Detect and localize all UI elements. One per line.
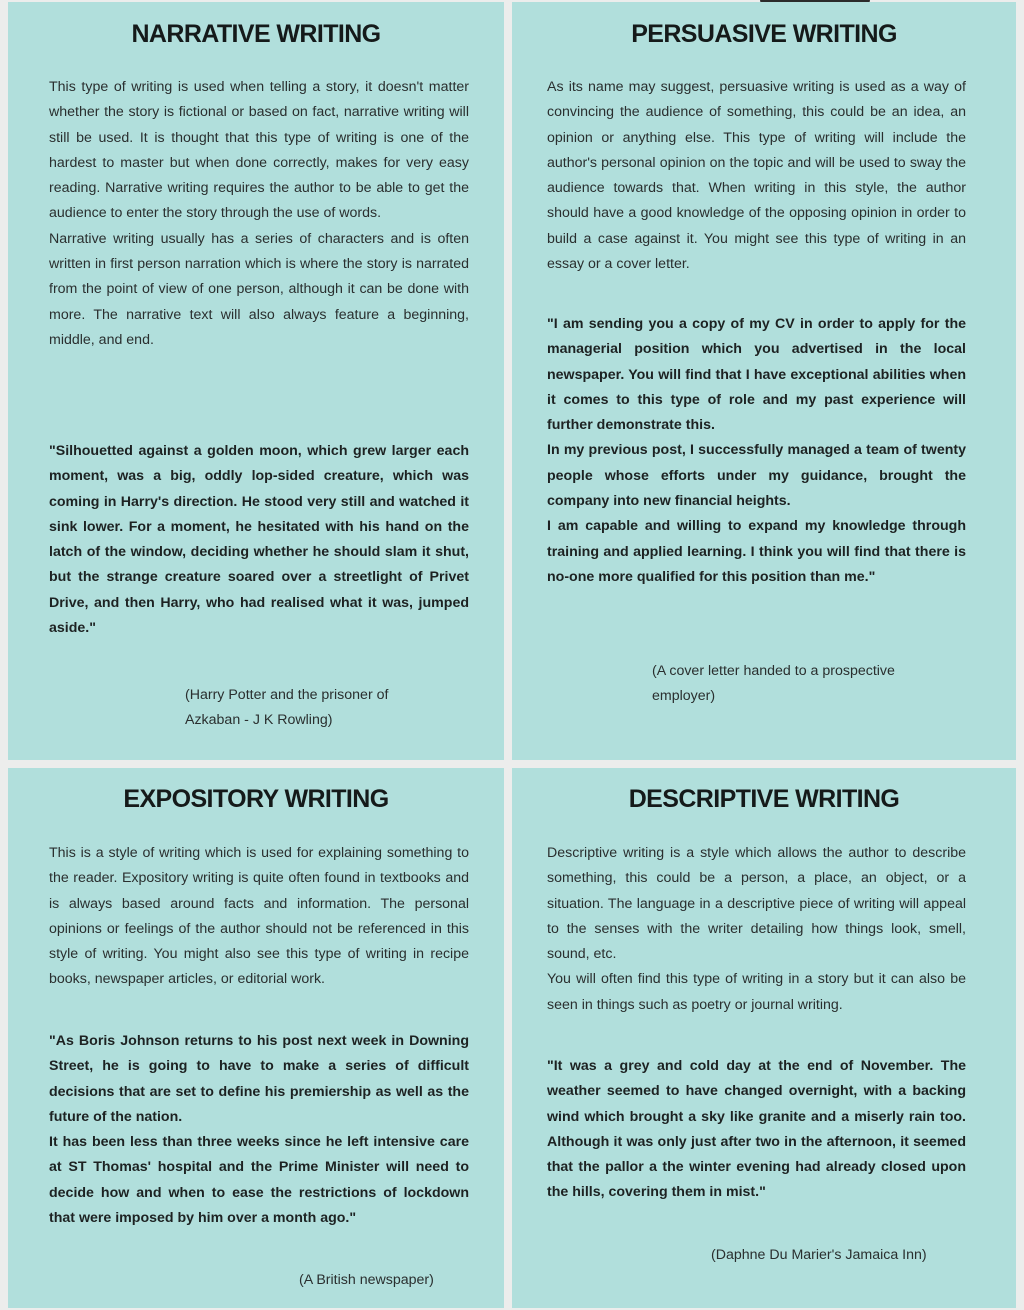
descriptive-para-1: Descriptive writing is a style which allows the author to describe something, this could be a person, a place, an object, or a situation. The language in a descriptive piece of writing will appeal to the senses with the writer detailing how things look, smell, sound, etc. <box>547 845 966 963</box>
persuasive-quote <box>547 312 966 590</box>
narrative-para-1: This type of writing is used when telling a story, it doesn't matter whether the story is fictional or based on fact, narrative writing will still be used. It is thought that this type of writing is one of the hardest to master but when done correctly, makes for very easy reading. Narrative writing requires the author to be able to get the audience to enter the story through the use of words. <box>49 79 469 222</box>
narrative-source <box>185 683 388 733</box>
expository-writing-panel <box>8 768 504 1308</box>
persuasive-source-line-1: (A cover letter handed to a prospective <box>652 663 895 679</box>
narrative-writing-panel <box>8 2 504 760</box>
persuasive-quote-para-3: I am capable and willing to expand my knowledge through training and applied learning. I think you will find that there is no-one more qualified for this position than me." <box>547 518 966 585</box>
persuasive-source <box>652 659 895 709</box>
descriptive-title: DESCRIPTIVE WRITING <box>628 785 900 813</box>
expository-quote-para-2: It has been less than three weeks since he left intensive care at ST Thomas' hospital and the Prime Minister will need to decide how and when to ease the restrictions of lockdown that were imposed by him over a month ago." <box>49 1134 469 1227</box>
narrative-body <box>49 75 469 353</box>
narrative-source-line-1: (Harry Potter and the prisoner of <box>185 687 389 703</box>
descriptive-quote: "It was a grey and cold day at the end of November. The weather seemed to have changed overnight, with a backing wind which brought a sky like granite and a miserly rain too. Although it was only just after two in the afternoon, it seemed that the pallor a the winter evening had already closed upon the hills, covering them in mist." <box>547 1058 966 1201</box>
persuasive-source-line-2: employer) <box>652 688 716 704</box>
descriptive-body <box>547 841 966 1018</box>
expository-source: (A British newspaper) <box>299 1272 434 1288</box>
persuasive-title: PERSUASIVE WRITING <box>631 20 897 48</box>
descriptive-para-2: You will often find this type of writing in a story but it can also be seen in things such as poetry or journal writing. <box>547 971 966 1013</box>
narrative-title: NARRATIVE WRITING <box>131 20 381 48</box>
expository-title: EXPOSITORY WRITING <box>123 785 389 813</box>
narrative-source-line-2: Azkaban - J K Rowling) <box>185 712 333 728</box>
persuasive-writing-panel <box>512 2 1016 760</box>
expository-quote <box>49 1029 469 1231</box>
persuasive-para-1: As its name may suggest, persuasive writing is used as a way of convincing the audience of something, this could be an idea, an opinion or anything else. This type of writing will include the author's personal opinion on the topic and will be used to sway the audience towards that. When writing in this style, the author should have a good knowledge of the opposing opinion in order to build a case against it. You might see this type of writing in an essay or a cover letter. <box>547 79 966 273</box>
narrative-para-2: Narrative writing usually has a series of characters and is often written in first person narration which is where the story is narrated from the point of view of one person, although it can be done with more. The narrative text will also always feature a beginning, middle, and end. <box>49 230 469 348</box>
expository-para-1: This is a style of writing which is used for explaining something to the reader. Expository writing is quite often found in textbooks and is always based around facts and information. The personal opinions or feelings of the author should not be referenced in this style of writing. You might also see this type of writing in recipe books, newspaper articles, or editorial work. <box>49 845 469 988</box>
persuasive-quote-para-1: "I am sending you a copy of my CV in order to apply for the managerial position which you advertised in the local newspaper. You will find that I have exceptional abilities when it comes to this type of role and my past experience will further demonstrate this. <box>547 316 966 434</box>
descriptive-source: (Daphne Du Marier's Jamaica Inn) <box>711 1247 927 1263</box>
narrative-quote: "Silhouetted against a golden moon, which grew larger each moment, was a big, oddly lop-sided creature, which was coming in Harry's direction. He stood very still and watched it sink lower. For a moment, he hesitated with his hand on the latch of the window, deciding whether he should slam it shut, but the strange creature soared over a streetlight of Privet Drive, and then Harry, who had realised what it was, jumped aside." <box>49 443 469 637</box>
expository-quote-para-1: "As Boris Johnson returns to his post next week in Downing Street, he is going to have to make a series of difficult decisions that are set to define his premiership as well as the future of the nation. <box>49 1033 469 1125</box>
persuasive-quote-para-2: In my previous post, I successfully managed a team of twenty people whose efforts under my guidance, brought the company into new financial heights. <box>547 442 966 510</box>
descriptive-writing-panel <box>512 768 1016 1308</box>
